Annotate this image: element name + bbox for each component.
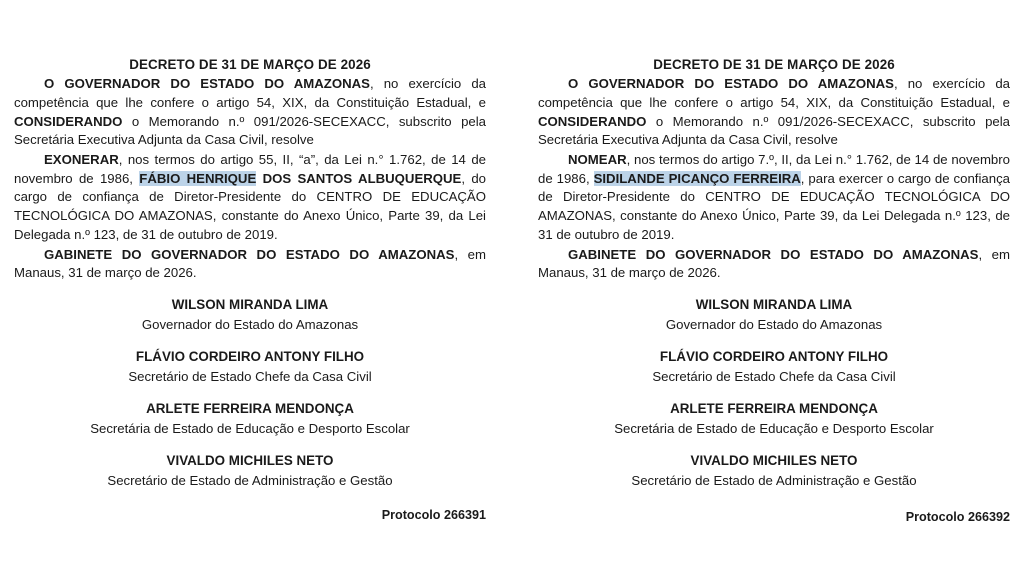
signature-block-educacao-left bbox=[14, 399, 486, 439]
signature-name: WILSON MIRANDA LIMA bbox=[171, 297, 329, 313]
text-memorando: o Memorando n.º 091/2026-SECEXACC, subscrito pela Secretária Executiva Adjunta da Casa Civil, resolve bbox=[538, 113, 1010, 148]
signature-block-educacao-right bbox=[538, 399, 1010, 439]
signature-name: FLÁVIO CORDEIRO ANTONY FILHO bbox=[135, 349, 365, 365]
protocol-right: Protocolo 266392 bbox=[905, 509, 1010, 524]
text-governador-heading: O GOVERNADOR DO ESTADO DO AMAZONAS bbox=[44, 76, 370, 92]
paragraph-gabinete-right bbox=[538, 246, 1010, 283]
signature-block-governador-right bbox=[538, 295, 1010, 335]
text-gabinete-heading: GABINETE DO GOVERNADOR DO ESTADO DO AMAZONAS bbox=[44, 246, 455, 262]
text-gabinete-data: , em Manaus, 31 de março de 2026. bbox=[538, 246, 1010, 281]
text-cargo-right: , para exercer o cargo de confiança de Diretor-Presidente do CENTRO DE EDUCAÇÃO TECNOLÓGICA DO AMAZONAS, constante do Anexo Único, Parte 39, da Lei Delegada n.º 123, de 31 de outubro de 2019. bbox=[538, 170, 1010, 242]
text-acao-lei: , nos termos do artigo 55, II, “a”, da Lei n.° 1.762, de 14 de novembro de 1986, bbox=[14, 151, 486, 186]
signature-name: VIVALDO MICHILES NETO bbox=[166, 452, 334, 468]
text-competencia: , no exercício da competência que lhe confere o artigo 54, XIX, da Constituição Estadual, e bbox=[14, 76, 487, 110]
signature-role: Secretário de Estado Chefe da Casa Civil bbox=[652, 369, 896, 385]
text-considerando: CONSIDERANDO bbox=[14, 113, 123, 129]
decree-column-right bbox=[512, 55, 1010, 576]
text-acao-lei: , nos termos do artigo 7.º, II, da Lei n.° 1.762, de 14 de novembro de 1986, bbox=[538, 151, 1010, 186]
signature-block-administracao-right bbox=[538, 451, 1010, 491]
text-cargo-left: , do cargo de confiança de Diretor-Presidente do CENTRO DE EDUCAÇÃO TECNOLÓGICA DO AMAZONAS, constante do Anexo Único, Parte 39, da Lei Delegada n.º 123, de 31 de outubro de 2019. bbox=[14, 170, 487, 242]
text-memorando: o Memorando n.º 091/2026-SECEXACC, subscrito pela Secretária Executiva Adjunta da Casa Civil, resolve bbox=[14, 113, 486, 148]
text-competencia: , no exercício da competência que lhe confere o artigo 54, XIX, da Constituição Estadual, e bbox=[538, 76, 1011, 110]
text-considerando: CONSIDERANDO bbox=[538, 113, 647, 129]
signature-name: ARLETE FERREIRA MENDONÇA bbox=[670, 400, 878, 416]
signature-name: ARLETE FERREIRA MENDONÇA bbox=[146, 400, 354, 416]
signature-name: FLÁVIO CORDEIRO ANTONY FILHO bbox=[659, 349, 889, 365]
protocol-left: Protocolo 266391 bbox=[381, 507, 486, 522]
text-name-remainder-left: DOS SANTOS ALBUQUERQUE bbox=[256, 170, 462, 186]
paragraph-governador-right bbox=[538, 75, 1010, 150]
decree-column-left bbox=[14, 55, 512, 576]
signature-name: VIVALDO MICHILES NETO bbox=[690, 452, 858, 468]
signature-block-administracao-left bbox=[14, 451, 486, 491]
paragraph-acao-left bbox=[14, 151, 486, 245]
paragraph-acao-right bbox=[538, 151, 1010, 245]
signature-role: Secretária de Estado de Educação e Desporto Escolar bbox=[90, 421, 410, 437]
signature-role: Governador do Estado do Amazonas bbox=[665, 317, 883, 333]
text-acao-verb: NOMEAR bbox=[568, 151, 627, 167]
signature-block-casacivil-right bbox=[538, 347, 1010, 387]
decree-title-right: DECRETO DE 31 DE MARÇO DE 2026 bbox=[653, 57, 895, 72]
paragraph-gabinete-left bbox=[14, 246, 486, 283]
signature-block-governador-left bbox=[14, 295, 486, 335]
signature-block-casacivil-left bbox=[14, 347, 486, 387]
paragraph-governador-left bbox=[14, 75, 486, 150]
signature-role: Secretário de Estado de Administração e Gestão bbox=[631, 472, 917, 488]
decree-title-left: DECRETO DE 31 DE MARÇO DE 2026 bbox=[129, 57, 371, 72]
signature-role: Secretária de Estado de Educação e Desporto Escolar bbox=[614, 421, 934, 437]
signature-role: Secretário de Estado Chefe da Casa Civil bbox=[128, 369, 372, 385]
highlighted-name-left: FÁBIO HENRIQUE bbox=[139, 170, 257, 186]
highlighted-name-right: SIDILANDE PICANÇO FERREIRA bbox=[593, 170, 801, 186]
signature-name: WILSON MIRANDA LIMA bbox=[695, 297, 853, 313]
signature-role: Governador do Estado do Amazonas bbox=[141, 317, 359, 333]
text-gabinete-heading: GABINETE DO GOVERNADOR DO ESTADO DO AMAZONAS bbox=[568, 246, 979, 262]
signature-role: Secretário de Estado de Administração e Gestão bbox=[107, 472, 393, 488]
text-gabinete-data: , em Manaus, 31 de março de 2026. bbox=[14, 246, 486, 281]
text-governador-heading: O GOVERNADOR DO ESTADO DO AMAZONAS bbox=[568, 76, 894, 92]
text-acao-verb: EXONERAR bbox=[44, 151, 119, 167]
